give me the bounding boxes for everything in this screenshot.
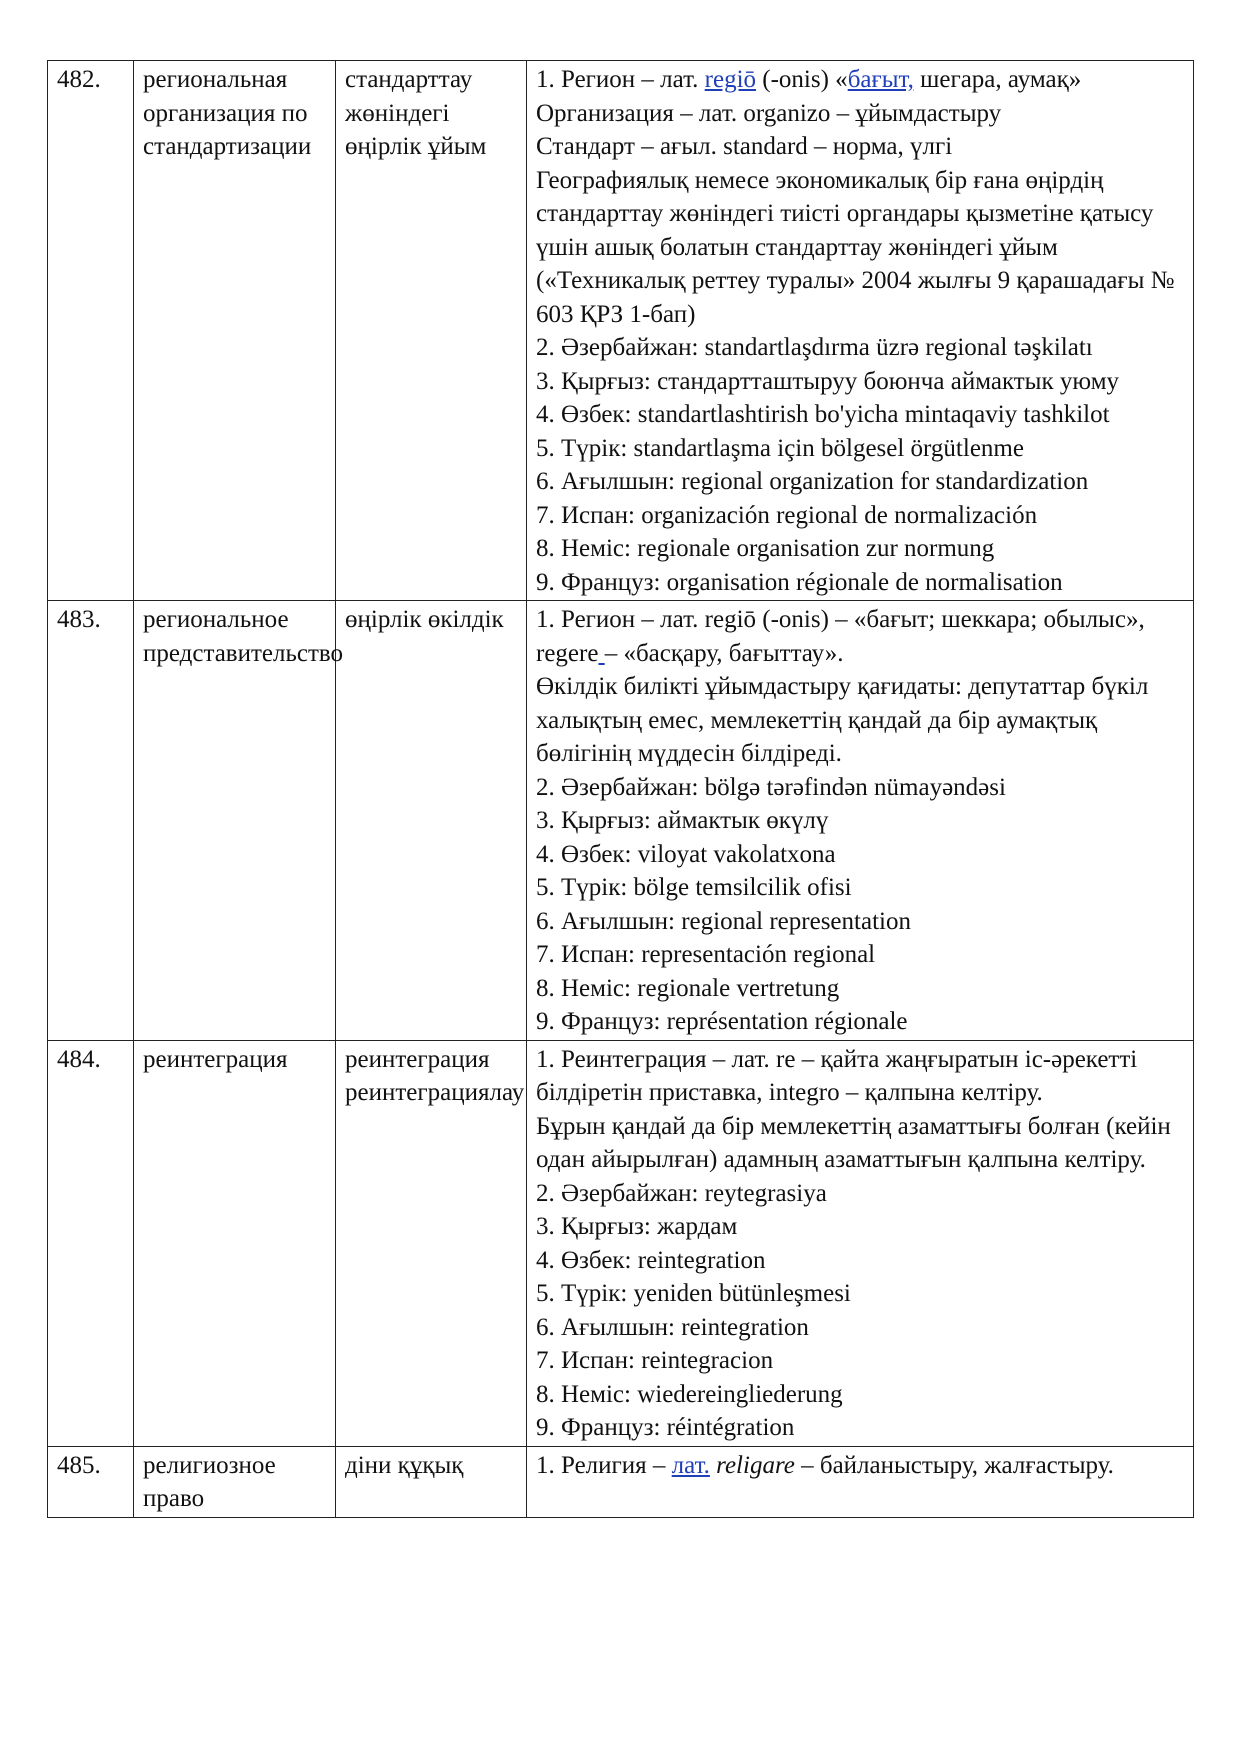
translation-line: 9. Француз: organisation régionale de normalisation [536,568,1063,596]
entry-number: 484. [48,1040,134,1446]
latin-word: religare [716,1451,795,1479]
etymology-text: – «басқару, бағыттау». [604,639,844,667]
translation-line: 8. Неміс: wiedereingliederung [536,1380,843,1408]
translation-line: 7. Испан: representación regional [536,941,876,968]
definition-line: Өкілдік билікті ұйымдастыру қағидаты: депутаттар бүкіл халықтың емес, мемлекеттің қандай да бір аумақтық бөлігінің мүддесін білдіреді. [536,673,1149,767]
translation-line: 9. Француз: représentation régionale [536,1008,908,1035]
term-kazakh: стандарттау жөніндегі өңірлік ұйым [336,61,527,601]
etymology-line: 1. Реинтеграция – лат. re – қайта жаңғыратын іс-әрекетті білдіретін приставка, integro – қалпына келтіру. [536,1045,1138,1106]
etymology-line [536,603,1185,670]
definition-cell [527,601,1194,1041]
table-row [48,601,1194,1041]
etymology-link[interactable]: лат. [671,1451,710,1479]
definition-line: Организация – лат. organizo – ұйымдастыру [536,99,1002,127]
translation-line: 7. Испан: organización regional de normalización [536,501,1038,529]
definition-cell [527,1446,1194,1517]
term-kazakh: реинтеграция реинтеграциялау [336,1040,527,1446]
translation-line: 4. Өзбек: standartlashtirish bo'yicha mintaqaviy tashkilot [536,401,1110,428]
etymology-text: (-onis) « [756,66,848,93]
translation-line: 8. Неміс: regionale vertretung [536,974,840,1002]
etymology-text: – байланыстыру, жалғастыру. [794,1451,1114,1479]
translation-line: 3. Қырғыз: аймактык өкүлү [536,807,829,834]
etymology-line [536,1449,1185,1483]
term-russian: религиозное право [134,1446,336,1517]
translation-line: 5. Түрік: yeniden bütünleşmesi [536,1280,851,1307]
translation-line: 7. Испан: reintegracion [536,1347,774,1374]
translation-line: 9. Француз: réintégration [536,1414,795,1441]
term-russian: региональное представительство [134,601,336,1041]
definition-line: Географиялық немесе экономикалық бір ғана өңірдің стандарттау жөніндегі тиісті органдары қызметіне қатысу үшін ашық болатын стандарттау жөніндегі ұйым («Техникалық реттеу туралы» 2004 жылғы 9 қарашадағы № 603 ҚРЗ 1-бап) [536,166,1175,328]
term-kazakh: өңірлік өкілдік [336,601,527,1041]
translation-line: 5. Түрік: standartlaşma için bölgesel örgütlenme [536,434,1024,462]
term-russian: региональная организация по стандартизации [134,61,336,601]
entry-number: 483. [48,601,134,1041]
etymology-text: 1. Религия – [536,1451,672,1479]
definition-cell [527,1040,1194,1446]
definition-line: Бұрын қандай да бір мемлекеттің азаматтығы болған (кейін одан айырылған) адамның азаматтығын қалпына келтіру. [536,1112,1171,1173]
translation-line: 4. Өзбек: reintegration [536,1246,766,1274]
translation-line: 6. Ағылшын: reintegration [536,1313,809,1341]
term-russian: реинтеграция [134,1040,336,1446]
translation-line: 8. Неміс: regionale organisation zur normung [536,535,995,562]
translation-line: 4. Өзбек: viloyat vakolatxona [536,840,836,868]
etymology-text: 1. Регион – лат. regiō (-onis) – «бағыт; шеккара; обылыс», regere [536,606,1145,667]
table-row [48,1040,1194,1446]
translation-line: 6. Ағылшын: regional organization for standardization [536,468,1089,495]
table-row [48,61,1194,601]
entry-number: 482. [48,61,134,601]
translation-line: 6. Ағылшын: regional representation [536,907,911,935]
etymology-text: шегара, аумақ» [913,66,1082,93]
translation-line: 2. Әзербайжан: standartlaşdırma üzrə regional təşkilatı [536,334,1093,361]
definition-line: Стандарт – ағыл. standard – норма, үлгі [536,133,953,160]
translation-line: 3. Қырғыз: стандартташтыруу боюнча аймактык уюму [536,367,1120,395]
translation-line: 2. Әзербайжан: reytegrasiya [536,1179,827,1207]
etymology-line [536,63,1185,97]
entry-number: 485. [48,1446,134,1517]
translation-line: 3. Қырғыз: жардам [536,1213,738,1240]
etymology-link[interactable]: бағыт, [847,66,914,93]
etymology-text: 1. Регион – лат. [536,66,705,93]
translation-line: 2. Әзербайжан: bölgə tərəfindən nümayəndəsi [536,773,1006,801]
etymology-link[interactable]: regiō [704,66,757,93]
translation-line: 5. Түрік: bölge temsilcilik ofisi [536,874,852,901]
term-kazakh: діни құқық [336,1446,527,1517]
definition-cell [527,61,1194,601]
table-row [48,1446,1194,1517]
glossary-table [47,60,1194,1518]
